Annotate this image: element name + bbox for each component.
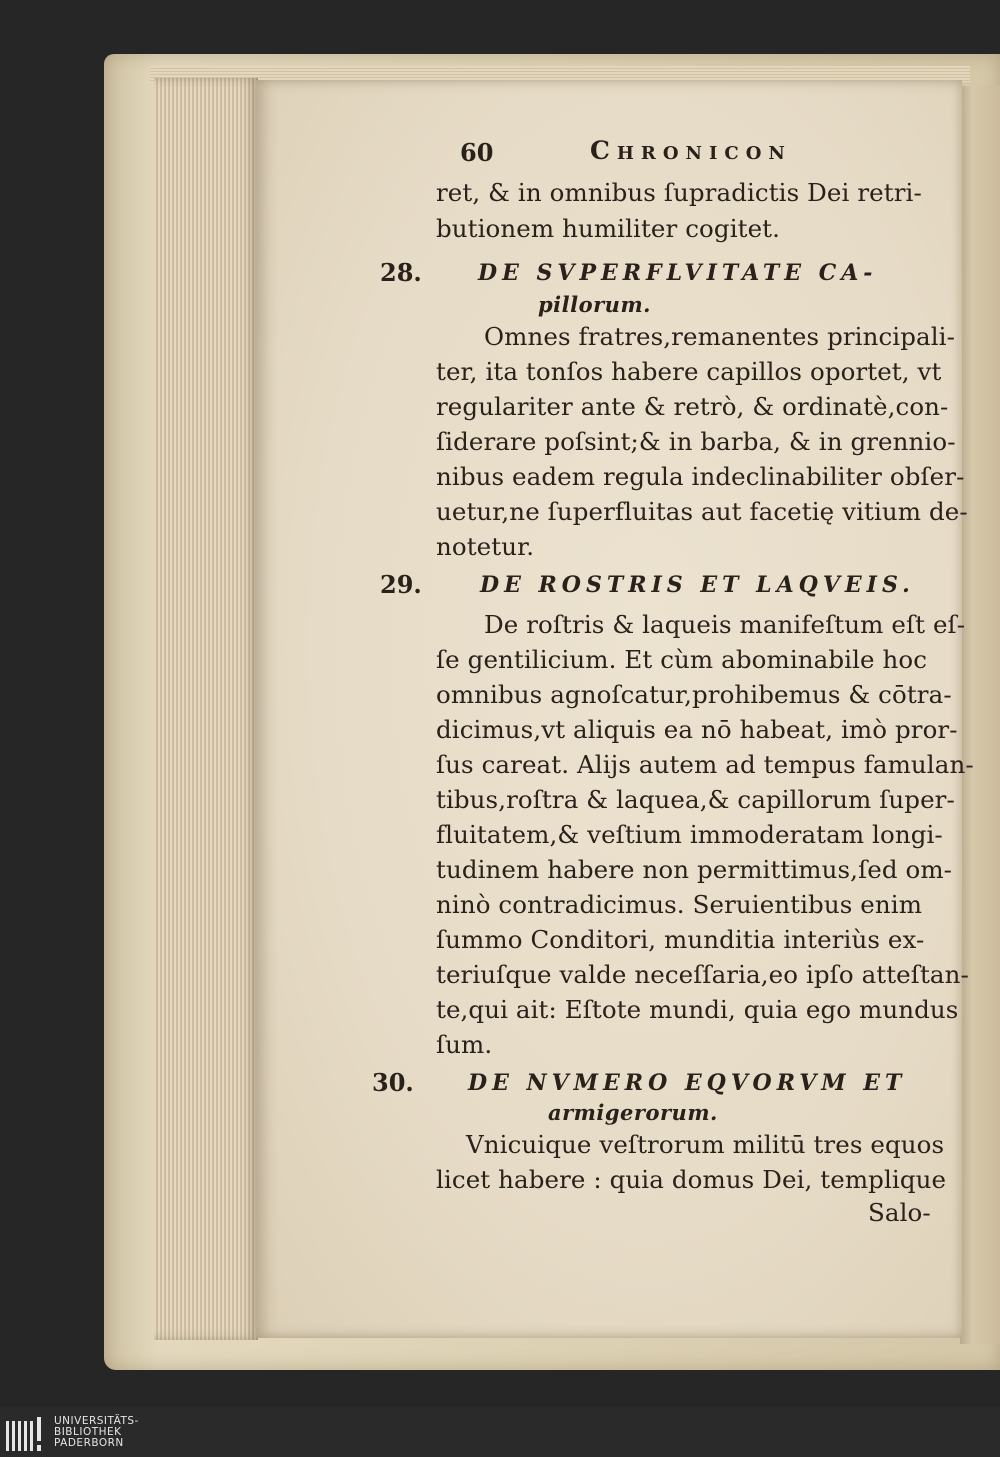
footer-bar [0, 1407, 1000, 1457]
logo-line: PADERBORN [54, 1437, 124, 1449]
text-line: teriuſque valde neceſſaria,eo ipſo atteſtan- [436, 960, 969, 989]
catchword: Salo- [868, 1198, 931, 1227]
facing-page-edge [960, 86, 1000, 1344]
section-heading-cont: pillorum. [538, 292, 651, 317]
section-number: 28. [380, 258, 422, 287]
page-edges [154, 78, 258, 1340]
running-title: Chronicon [590, 136, 792, 165]
library-logo-text [54, 1416, 139, 1449]
logo-line: UNIVERSITÄTS- [54, 1415, 139, 1427]
section-number: 30. [372, 1068, 414, 1097]
logo-line: BIBLIOTHEK [54, 1426, 122, 1438]
text-line: Vnicuique veſtrorum militū tres equos [466, 1130, 945, 1159]
section-heading: DE ROSTRIS ET LAQVEIS. [480, 572, 915, 598]
text-line: nibus eadem regula indeclinabiliter obſer- [436, 462, 965, 491]
text-line: De roſtris & laqueis manifeſtum eſt eſ- [484, 610, 966, 639]
text-line: uetur,ne ſuperfluitas aut facetię vitium de- [436, 497, 968, 526]
library-logo-icon [6, 1415, 44, 1453]
page-number: 60 [460, 138, 494, 167]
section-number: 29. [380, 570, 422, 599]
section-heading: DE SVPERFLVITATE CA- [478, 260, 878, 286]
text-line: tibus,roſtra & laquea,& capillorum ſuper- [436, 785, 955, 814]
text-line: notetur. [436, 532, 535, 561]
text-line: ſus careat. Alijs autem ad tempus famulan- [436, 750, 974, 779]
text-line: te,qui ait: Eſtote mundi, quia ego mundus [436, 995, 959, 1024]
text-line: ſe gentilicium. Et cùm abominabile hoc [436, 645, 928, 674]
section-heading: DE NVMERO EQVORVM ET [468, 1070, 907, 1096]
text-line: ſum. [436, 1030, 493, 1059]
text-line: omnibus agnoſcatur,prohibemus & cōtra- [436, 680, 952, 709]
text-line: regulariter ante & retrò, & ordinatè,con- [436, 392, 949, 421]
section-heading-cont: armigerorum. [548, 1100, 718, 1125]
text-line: fluitatem,& veſtium immoderatam longi- [436, 820, 943, 849]
text-line: ret, & in omnibus ſupradictis Dei retri- [436, 178, 922, 207]
text-line: ter, ita tonſos habere capillos oportet, vt [436, 357, 942, 386]
text-line: Omnes fratres,remanentes principali- [484, 322, 955, 351]
text-line: ninò contradicimus. Seruientibus enim [436, 890, 923, 919]
text-line: licet habere : quia domus Dei, templique [436, 1165, 947, 1194]
text-line: dicimus,vt aliquis ea nō habeat, imò pror- [436, 715, 958, 744]
book-page [256, 80, 974, 1338]
text-line: butionem humiliter cogitet. [436, 214, 781, 243]
text-line: ſiderare poſsint;& in barba, & in grennio- [436, 427, 956, 456]
text-line: tudinem habere non permittimus,ſed om- [436, 855, 953, 884]
text-line: ſummo Conditori, munditia interiùs ex- [436, 925, 925, 954]
